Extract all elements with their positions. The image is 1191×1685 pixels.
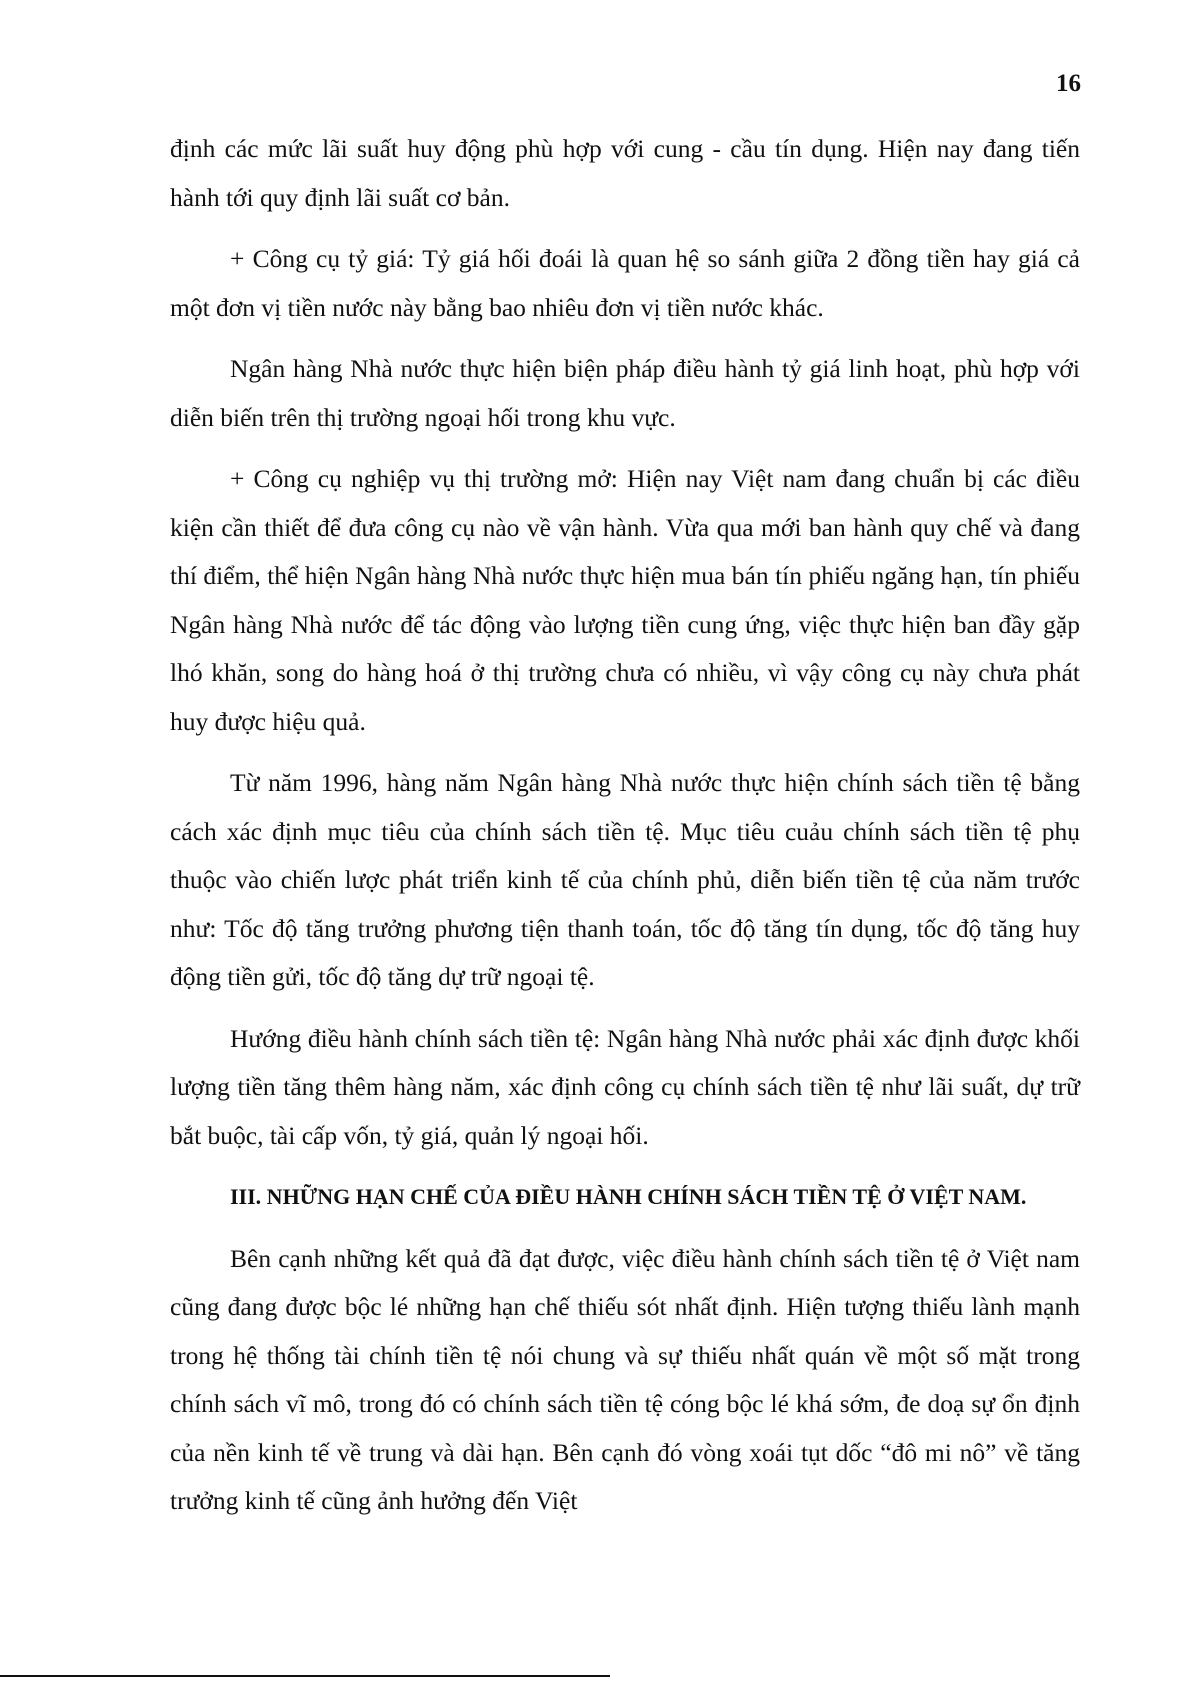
document-body (170, 125, 1080, 1539)
paragraph: Từ năm 1996, hàng năm Ngân hàng Nhà nước thực hiện chính sách tiền tệ bằng cách xác định mục tiêu của chính sách tiền tệ. Mục tiêu cuảu chính sách tiền tệ phụ thuộc vào chiến lược phát triển kinh tế của chính phủ, diễn biến tiền tệ của năm trước như: Tốc độ tăng trưởng phương tiện thanh toán, tốc độ tăng tín dụng, tốc độ tăng huy động tiền gửi, tốc độ tăng dự trữ ngoại tệ. (170, 768, 1080, 991)
page-number: 16 (1056, 70, 1081, 97)
paragraph: Hướng điều hành chính sách tiền tệ: Ngân hàng Nhà nước phải xác định được khối lượng tiền tăng thêm hàng năm, xác định công cụ chính sách tiền tệ như lãi suất, dự trữ bắt buộc, tài cấp vốn, tỷ giá, quản lý ngoại hối. (170, 1023, 1080, 1150)
paragraph: + Công cụ nghiệp vụ thị trường mở: Hiện nay Việt nam đang chuẩn bị các điều kiện cần thiết để đưa công cụ nào về vận hành. Vừa qua mới ban hành quy chế và đang thí điểm, thể hiện Ngân hàng Nhà nước thực hiện mua bán tín phiếu ngăng hạn, tín phiếu Ngân hàng Nhà nước để tác động vào lượng tiền cung ứng, việc thực hiện ban đầy gặp lhó khăn, song do hàng hoá ở thị trường chưa có nhiều, vì vậy công cụ này chưa phát huy được hiệu quả. (170, 464, 1080, 736)
paragraph: Bên cạnh những kết quả đã đạt được, việc điều hành chính sách tiền tệ ở Việt nam cũng đang được bộc lé những hạn chế thiếu sót nhất định. Hiện tượng thiếu lành mạnh trong hệ thống tài chính tiền tệ nói chung và sự thiếu nhất quán về một số mặt trong chính sách vĩ mô, trong đó có chính sách tiền tệ cóng bộc lé khá sớm, đe doạ sự ổn định của nền kinh tế về trung và dài hạn. Bên cạnh đó vòng xoái tụt dốc “đô mi nô” về tăng trưởng kinh tế cũng ảnh hưởng đến Việt (170, 1243, 1080, 1515)
section-heading: III. NHỮNG HẠN CHẾ CỦA ĐIỀU HÀNH CHÍNH SÁCH TIỀN TỆ Ở VIỆT NAM. (230, 1184, 1027, 1209)
footer-divider (0, 1675, 610, 1677)
paragraph: + Công cụ tỷ giá: Tỷ giá hối đoái là quan hệ so sánh giữa 2 đồng tiền hay giá cả một đơn vị tiền nước này bằng bao nhiêu đơn vị tiền nước khác. (170, 244, 1080, 322)
paragraph: định các mức lãi suất huy động phù hợp với cung - cầu tín dụng. Hiện nay đang tiến hành tới quy định lãi suất cơ bản. (170, 134, 1080, 212)
paragraph: Ngân hàng Nhà nước thực hiện biện pháp điều hành tỷ giá linh hoạt, phù hợp với diễn biến trên thị trường ngoại hối trong khu vực. (170, 354, 1080, 432)
